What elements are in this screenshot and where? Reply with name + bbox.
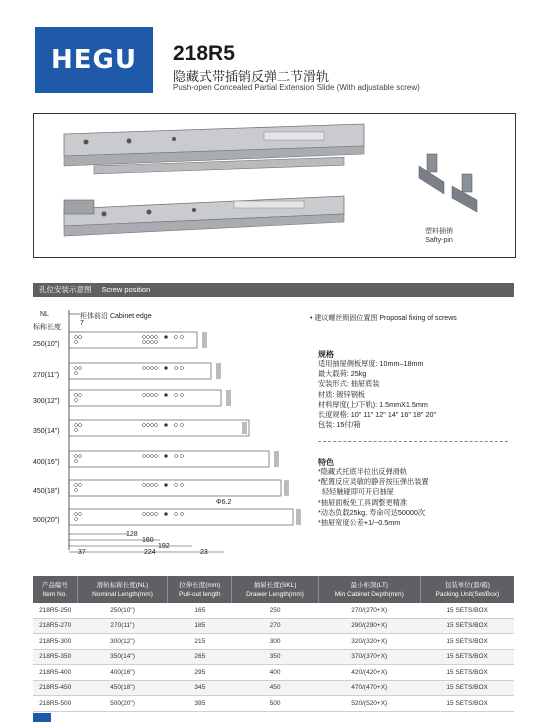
cell: 450(18") <box>77 680 167 696</box>
table-row <box>33 634 514 650</box>
safety-pin-label-en: Safty-pin <box>425 237 453 244</box>
cell: 400(16") <box>77 665 167 681</box>
cell: 300(12") <box>77 634 167 650</box>
cell: 450 <box>232 680 318 696</box>
cell: 320/(320+X) <box>318 634 420 650</box>
spec-line: 长度规格: 10" 11" 12" 14" 16" 18" 20" <box>318 410 437 420</box>
length-label: 270(11") <box>33 372 60 379</box>
table-row <box>33 618 514 634</box>
nl-label-cn: 标称长度 <box>33 324 61 331</box>
table-header-row <box>33 576 514 603</box>
table-row <box>33 603 514 618</box>
cell: 350(14") <box>77 649 167 665</box>
cell: 500 <box>232 696 318 712</box>
feature-line: 轻轻触碰即可开启抽屉 <box>318 487 394 497</box>
length-label: 350(14") <box>33 428 60 435</box>
dim-7: 7 <box>80 320 84 327</box>
feature-line: *配置反应灵敏的静音按压弹出装置 <box>318 477 429 487</box>
table-row <box>33 665 514 681</box>
spec-table <box>33 576 514 712</box>
cell: 218R5-270 <box>33 618 77 634</box>
cell: 420/(420+X) <box>318 665 420 681</box>
dashed-divider <box>318 441 508 442</box>
cell: 470/(470+X) <box>318 680 420 696</box>
cell: 520/(520+X) <box>318 696 420 712</box>
rail-250 <box>69 332 207 348</box>
cell: 270(11") <box>77 618 167 634</box>
spec-line: 安装形式: 抽屉底装 <box>318 379 380 389</box>
dim-37: 37 <box>78 549 86 556</box>
dim-160: 160 <box>142 537 154 544</box>
col-header-packing-unit: 包装单位(套/箱) Packing Unit(Set/Box) <box>420 576 514 603</box>
cell: 265 <box>168 649 232 665</box>
proposal-note: • 建议螺丝锁固位置图 Proposal fixing of screws <box>310 315 457 322</box>
spec-line: 包装: 15付/箱 <box>318 420 361 430</box>
footer-accent <box>33 713 51 722</box>
length-label: 300(12") <box>33 398 60 405</box>
dim-128: 128 <box>126 531 138 538</box>
product-title-en: Push-open Concealed Partial Extension Slide (With adjustable screw) <box>173 83 420 92</box>
cell: 270 <box>232 618 318 634</box>
col-header-drawer-length: 抽屉长度(SKL) Drawer Length(mm) <box>232 576 318 603</box>
brand-logo <box>35 27 153 93</box>
cell: 370/(370+X) <box>318 649 420 665</box>
model-number: 218R5 <box>173 42 235 65</box>
cell: 218R5-500 <box>33 696 77 712</box>
cell: 295 <box>168 665 232 681</box>
cell: 218R5-300 <box>33 634 77 650</box>
rail-500 <box>69 509 301 525</box>
col-header-pullout-length: 拉伸长度(mm) Pull-out length <box>168 576 232 603</box>
col-header-cabinet-depth: 最小柜深(LT) Min Cabinet Depth(mm) <box>318 576 420 603</box>
nl-label: NL <box>40 311 49 318</box>
cell: 15 SETS/BOX <box>420 634 514 650</box>
feature-line: *抽屉面板免工具调整更精准 <box>318 497 408 507</box>
cell: 345 <box>168 680 232 696</box>
cell: 400 <box>232 665 318 681</box>
table-row <box>33 696 514 712</box>
feature-line: *抽屉宽度公差+1/−0.5mm <box>318 518 401 528</box>
col-header-item-no: 产品编号 Item No. <box>33 576 77 603</box>
cell: 15 SETS/BOX <box>420 649 514 665</box>
safety-pin-label <box>425 227 453 245</box>
cell: 215 <box>168 634 232 650</box>
lower-rail-image <box>64 196 344 236</box>
rail-400 <box>69 451 279 467</box>
rail-270 <box>69 363 221 379</box>
section-title-en: Screw position <box>101 285 151 294</box>
upper-rail-image <box>64 124 364 174</box>
col-header-nominal-length: 滑轨标称长度(NL) Nominal Length(mm) <box>77 576 167 603</box>
cell: 395 <box>168 696 232 712</box>
cell: 15 SETS/BOX <box>420 665 514 681</box>
specs-title: 规格 <box>318 350 334 359</box>
length-label: 250(10") <box>33 341 60 348</box>
rail-300 <box>69 390 231 406</box>
feature-line: *动态负载25kg, 寿命可达50000次 <box>318 507 426 517</box>
table-row <box>33 649 514 665</box>
cabinet-edge-label: 柜体前沿 Cabinet edge <box>80 313 152 320</box>
dim-224: 224 <box>144 549 156 556</box>
length-label: 500(20") <box>33 517 60 524</box>
cell: 500(20") <box>77 696 167 712</box>
spec-line: 最大载荷: 25kg <box>318 369 367 379</box>
safety-pin-image <box>419 154 477 212</box>
spec-line: 适用抽屉侧板厚度: 10mm–18mm <box>318 359 424 368</box>
feature-line: *隐藏式托底半拉出反弹滑轨 <box>318 467 408 476</box>
cell: 15 SETS/BOX <box>420 680 514 696</box>
features-list <box>318 467 429 528</box>
table-row <box>33 680 514 696</box>
screw-position-diagram <box>66 310 306 560</box>
rail-350 <box>69 420 249 436</box>
length-label: 400(16") <box>33 459 60 466</box>
cell: 218R5-250 <box>33 603 77 618</box>
dim-23: 23 <box>200 549 208 556</box>
cell: 15 SETS/BOX <box>420 603 514 618</box>
cell: 300 <box>232 634 318 650</box>
cell: 250(10") <box>77 603 167 618</box>
cell: 218R5-450 <box>33 680 77 696</box>
dim-hole-diameter: Φ6.2 <box>216 499 232 506</box>
section-title-cn: 孔位安装示意图 <box>39 285 92 294</box>
cell: 218R5-400 <box>33 665 77 681</box>
cell: 270/(270+X) <box>318 603 420 618</box>
cell: 218R5-350 <box>33 649 77 665</box>
safety-pin-label-cn: 塑料插销 <box>425 228 453 235</box>
cell: 15 SETS/BOX <box>420 618 514 634</box>
cell: 350 <box>232 649 318 665</box>
spec-line: 材料厚度(上/下轨): 1.5mmX1.5mm <box>318 399 428 409</box>
dim-192: 192 <box>158 543 170 550</box>
features-title: 特色 <box>318 458 334 467</box>
cell: 185 <box>168 618 232 634</box>
specs-list <box>318 359 436 430</box>
section-header <box>33 283 514 297</box>
cell: 165 <box>168 603 232 618</box>
product-title-cn: 隐藏式带插销反弹二节滑轨 <box>173 69 330 84</box>
length-label: 450(18") <box>33 488 60 495</box>
cell: 250 <box>232 603 318 618</box>
cell: 290/(290+X) <box>318 618 420 634</box>
brand-name: HEGU <box>51 45 137 75</box>
cell: 15 SETS/BOX <box>420 696 514 712</box>
spec-line: 材质: 镀锌钢板 <box>318 389 366 399</box>
rail-450 <box>69 480 289 496</box>
